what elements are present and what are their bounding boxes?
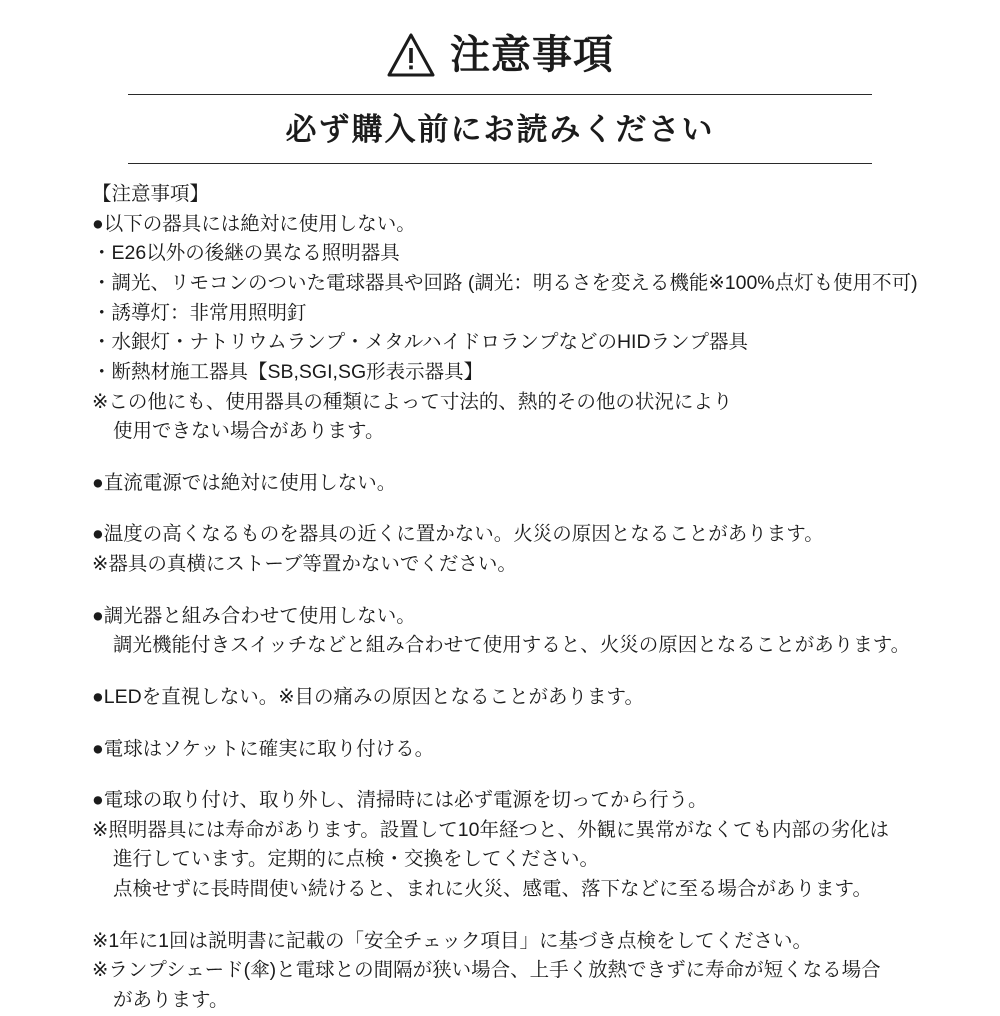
notice-block bbox=[92, 469, 960, 499]
notice-line: ●調光器と組み合わせて使用しない。 bbox=[92, 604, 416, 627]
notice-line: ●電球はソケットに確実に取り付ける。 bbox=[92, 737, 435, 760]
notice-block bbox=[92, 927, 960, 1016]
warning-triangle-icon bbox=[386, 32, 436, 78]
page-title-row bbox=[40, 32, 960, 78]
notice-line: ●電球の取り付け、取り外し、清掃時には必ず電源を切ってから行う。 bbox=[92, 789, 708, 812]
notice-block bbox=[92, 602, 960, 661]
section-heading: 【注意事項】 bbox=[92, 183, 210, 206]
notice-blocks bbox=[92, 210, 960, 1016]
block-spacer bbox=[92, 447, 960, 469]
notice-block bbox=[92, 735, 960, 765]
notice-body bbox=[92, 180, 960, 1015]
block-spacer bbox=[92, 661, 960, 683]
notice-line: ●LEDを直視しない。※目の痛みの原因となることがあります。 bbox=[92, 685, 644, 708]
notice-line: ・調光、リモコンのついた電球器具や回路 (調光：明るさを変える機能※100%点灯も使用不可) bbox=[92, 272, 918, 295]
block-spacer bbox=[92, 905, 960, 927]
notice-line: ※照明器具には寿命があります。設置して10年経つと、外観に異常がなくても内部の劣化は bbox=[92, 818, 889, 841]
block-spacer bbox=[92, 580, 960, 602]
notice-line-indented: 点検せずに長時間使い続けると、まれに火災、感電、落下などに至る場合があります。 bbox=[113, 878, 872, 901]
notice-block bbox=[92, 520, 960, 579]
notice-line-indented: 進行しています。定期的に点検・交換をしてください。 bbox=[113, 848, 599, 871]
block-spacer bbox=[92, 764, 960, 786]
notice-block bbox=[92, 683, 960, 713]
notice-line-indented: 使用できない場合があります。 bbox=[113, 420, 385, 443]
notice-line: ・誘導灯：非常用照明釘 bbox=[92, 301, 307, 324]
page-subtitle: 必ず購入前にお読みください bbox=[285, 112, 715, 147]
divider-bottom bbox=[128, 163, 872, 164]
notice-block bbox=[92, 210, 960, 447]
notice-line-indented: 調光機能付きスイッチなどと組み合わせて使用すると、火災の原因となることがあります。 bbox=[113, 634, 911, 657]
notice-line: ●直流電源では絶対に使用しない。 bbox=[92, 471, 397, 494]
page-title: 注意事項 bbox=[450, 33, 614, 77]
notice-line: ※1年に1回は説明書に記載の「安全チェック項目」に基づき点検をしてください。 bbox=[92, 929, 812, 952]
notice-line: ・E26以外の後継の異なる照明器具 bbox=[92, 242, 400, 265]
notice-line: ※器具の真横にストーブ等置かないでください。 bbox=[92, 553, 517, 576]
notice-line-indented: があります。 bbox=[113, 988, 229, 1011]
notice-line: ※ランプシェード(傘)と電球との間隔が狭い場合、上手く放熱できずに寿命が短くなる場合 bbox=[92, 959, 881, 982]
notice-line: ●以下の器具には絶対に使用しない。 bbox=[92, 212, 416, 235]
notice-line: ・断熱材施工器具【SB,SGI,SG形表示器具】 bbox=[92, 360, 484, 383]
divider-top bbox=[128, 94, 872, 95]
notice-line: ・水銀灯・ナトリウムランプ・メタルハイドロランプなどのHIDランプ器具 bbox=[92, 331, 749, 354]
block-spacer bbox=[92, 713, 960, 735]
notice-block bbox=[92, 786, 960, 905]
notice-line: ●温度の高くなるものを器具の近くに置かない。火災の原因となることがあります。 bbox=[92, 523, 824, 546]
block-spacer bbox=[92, 498, 960, 520]
notice-line: ※この他にも、使用器具の種類によって寸法的、熱的その他の状況により bbox=[92, 390, 733, 413]
